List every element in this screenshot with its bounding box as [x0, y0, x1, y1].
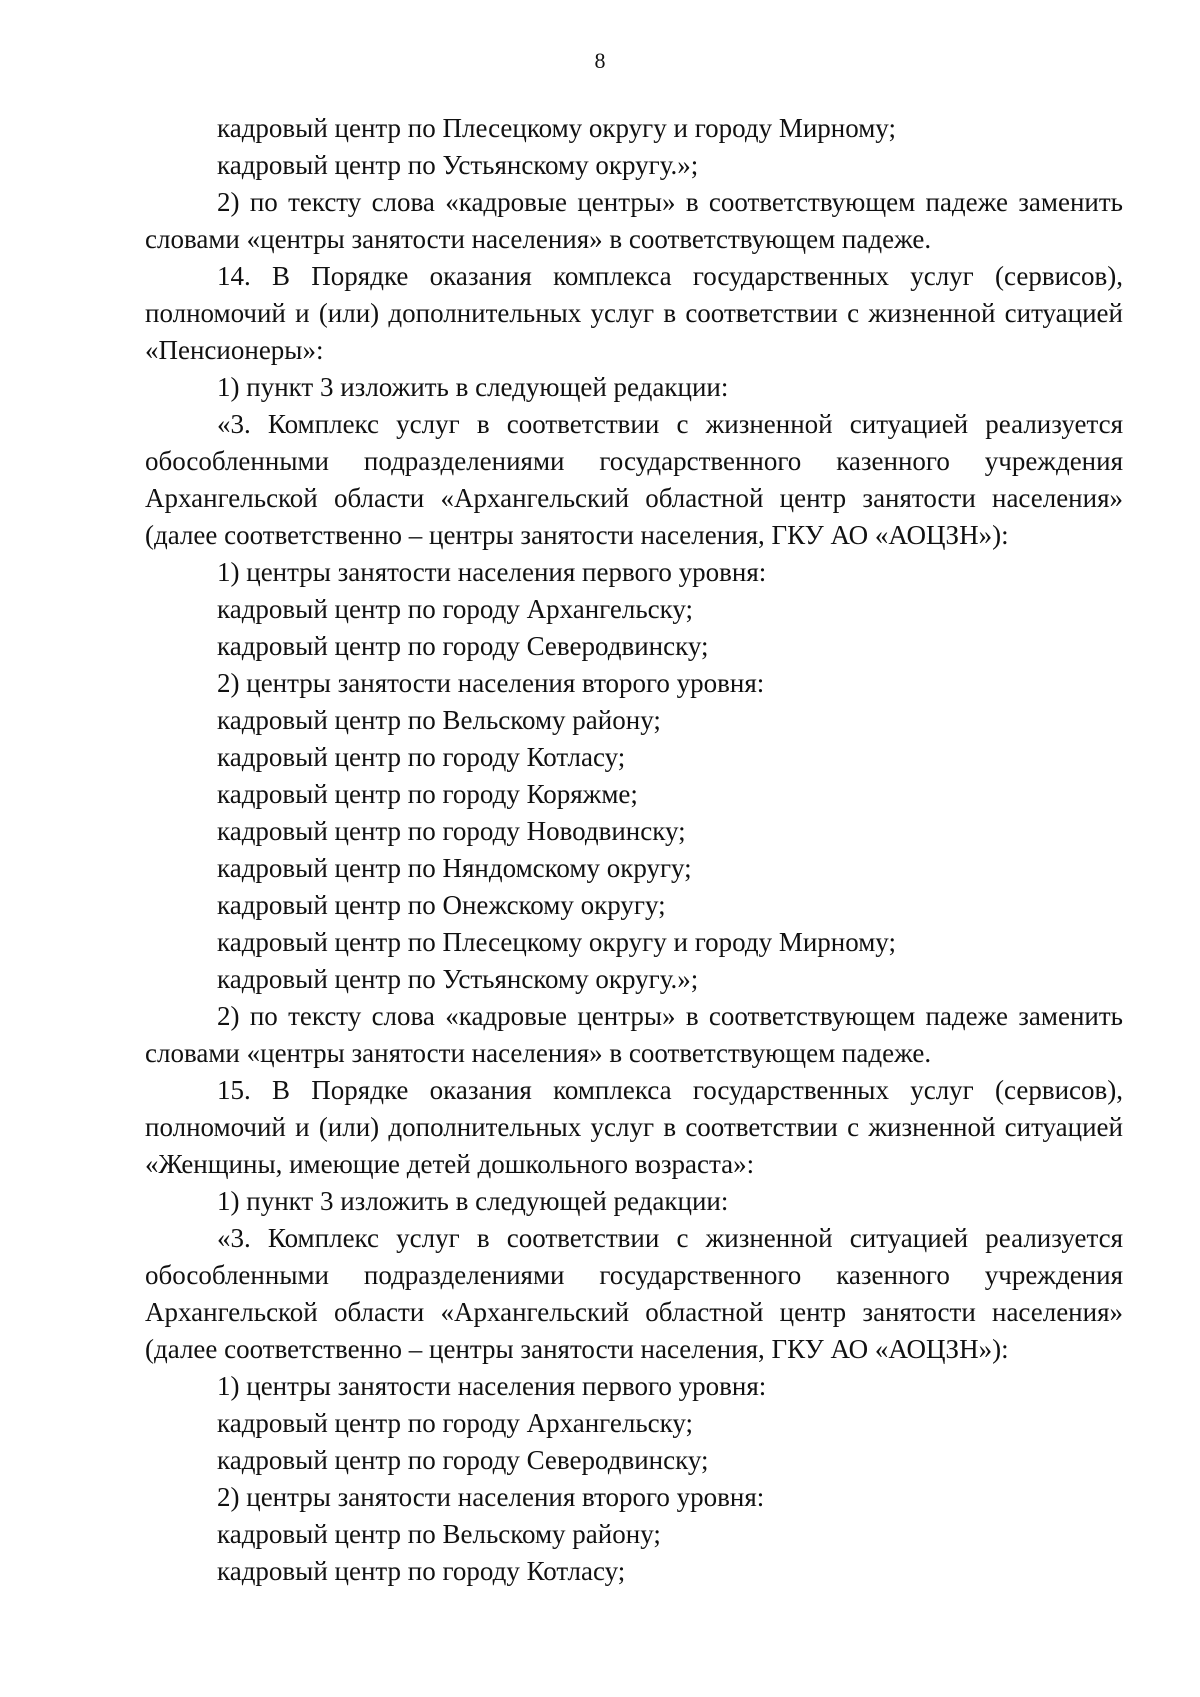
paragraph: 2) центры занятости населения второго уровня:: [217, 1482, 765, 1512]
paragraph: 1) центры занятости населения первого уровня:: [217, 1371, 767, 1401]
paragraph: кадровый центр по городу Северодвинску;: [217, 1445, 709, 1475]
paragraph: 14. В Порядке оказания комплекса государственных услуг (сервисов), полномочий и (или) дополнительных услуг в соответствии с жизненной ситуацией «Пенсионеры»:: [145, 261, 1123, 365]
paragraph: кадровый центр по городу Коряжме;: [217, 779, 638, 809]
paragraph: 1) центры занятости населения первого уровня:: [217, 557, 767, 587]
paragraph: кадровый центр по городу Новодвинску;: [217, 816, 686, 846]
paragraph: кадровый центр по Няндомскому округу;: [217, 853, 692, 883]
paragraph: кадровый центр по Устьянскому округу.»;: [217, 964, 699, 994]
paragraph: 2) центры занятости населения второго уровня:: [217, 668, 765, 698]
paragraph: кадровый центр по городу Архангельску;: [217, 594, 694, 624]
paragraph: кадровый центр по Вельскому району;: [217, 1519, 661, 1549]
document-body: [145, 110, 1123, 1590]
paragraph: «3. Комплекс услуг в соответствии с жизненной ситуацией реализуется обособленными подразделениями государственного казенного учреждения Архангельской области «Архангельский областной центр занятости населения» (далее соответственно – центры занятости населения, ГКУ АО «АОЦЗН»):: [145, 1223, 1123, 1364]
paragraph: кадровый центр по Плесецкому округу и городу Мирному;: [217, 927, 896, 957]
paragraph: кадровый центр по городу Котласу;: [217, 1556, 626, 1586]
paragraph: кадровый центр по Устьянскому округу.»;: [217, 150, 699, 180]
paragraph: кадровый центр по Плесецкому округу и городу Мирному;: [217, 113, 896, 143]
paragraph: 2) по тексту слова «кадровые центры» в соответствующем падеже заменить словами «центры занятости населения» в соответствующем падеже.: [145, 1001, 1123, 1068]
paragraph: кадровый центр по Онежскому округу;: [217, 890, 666, 920]
paragraph: кадровый центр по городу Архангельску;: [217, 1408, 694, 1438]
paragraph: 2) по тексту слова «кадровые центры» в соответствующем падеже заменить словами «центры занятости населения» в соответствующем падеже.: [145, 187, 1123, 254]
paragraph: 15. В Порядке оказания комплекса государственных услуг (сервисов), полномочий и (или) дополнительных услуг в соответствии с жизненной ситуацией «Женщины, имеющие детей дошкольного возраста»:: [145, 1075, 1123, 1179]
paragraph: 1) пункт 3 изложить в следующей редакции:: [217, 1186, 729, 1216]
paragraph: кадровый центр по Вельскому району;: [217, 705, 661, 735]
page-number: 8: [594, 48, 606, 73]
paragraph: 1) пункт 3 изложить в следующей редакции:: [217, 372, 729, 402]
paragraph: кадровый центр по городу Котласу;: [217, 742, 626, 772]
paragraph: кадровый центр по городу Северодвинску;: [217, 631, 709, 661]
paragraph: «3. Комплекс услуг в соответствии с жизненной ситуацией реализуется обособленными подразделениями государственного казенного учреждения Архангельской области «Архангельский областной центр занятости населения» (далее соответственно – центры занятости населения, ГКУ АО «АОЦЗН»):: [145, 409, 1123, 550]
